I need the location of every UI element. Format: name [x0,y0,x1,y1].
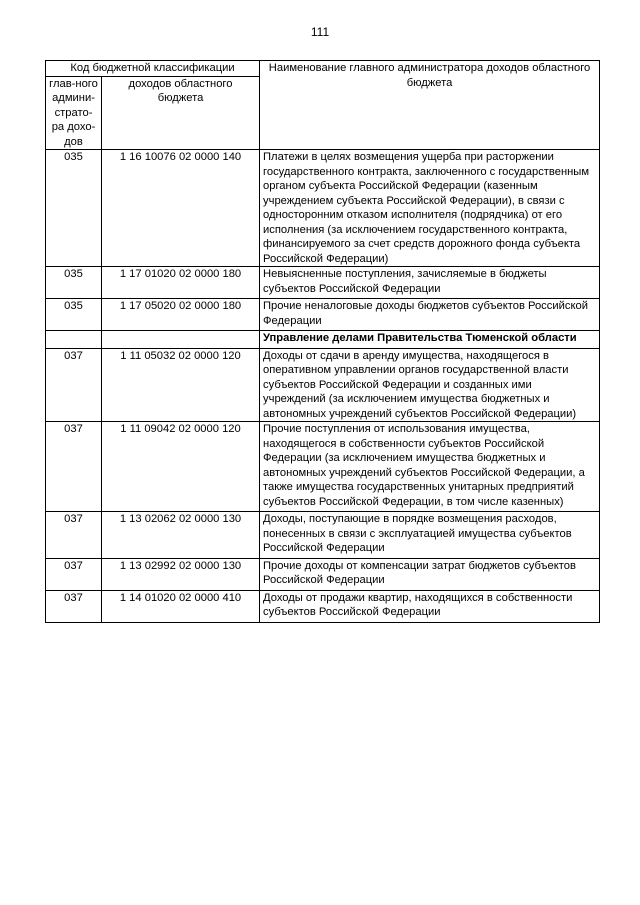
header-row-group [46,61,600,77]
table-row [46,331,600,349]
table-row [46,299,600,331]
income-name-cell: Невыясненные поступления, зачисляемые в бюджеты субъектов Российской Федерации [260,267,600,299]
income-code-cell: 1 16 10076 02 0000 140 [102,150,260,267]
admin-code-cell: 035 [46,150,102,267]
income-name-cell: Доходы, поступающие в порядке возмещения расходов, понесенных в связи с эксплуатацией имущества субъектов Российской Федерации [260,512,600,559]
table-row [46,348,600,422]
income-name-cell: Платежи в целях возмещения ущерба при расторжении государственного контракта, заключенного с государственным органом субъекта Российской Федерации (казенным учреждением субъекта Российской Федерации), в связи с односторонним отказом исполнителя (подрядчика) от его исполнения (за исключением государственного контракта, финансируемого за счет средств дорожного фонда субъекта Российской Федерации) [260,150,600,267]
admin-code-cell: 037 [46,512,102,559]
table-row [46,558,600,590]
table-body [46,150,600,623]
income-code-cell: 1 17 01020 02 0000 180 [102,267,260,299]
budget-classification-table [45,60,600,623]
income-code-cell: 1 13 02992 02 0000 130 [102,558,260,590]
income-code-cell: 1 11 05032 02 0000 120 [102,348,260,422]
income-code-cell: 1 14 01020 02 0000 410 [102,590,260,622]
income-code-cell: 1 13 02062 02 0000 130 [102,512,260,559]
table-row [46,422,600,512]
admin-code-cell: 035 [46,267,102,299]
table-row [46,590,600,622]
table-row [46,512,600,559]
admin-code-cell: 035 [46,299,102,331]
income-code-cell [102,331,260,349]
income-name-cell: Прочие доходы от компенсации затрат бюджетов субъектов Российской Федерации [260,558,600,590]
admin-code-cell: 037 [46,422,102,512]
admin-code-cell [46,331,102,349]
income-name-cell: Доходы от продажи квартир, находящихся в собственности субъектов Российской Федерации [260,590,600,622]
page-number: 111 [310,25,330,39]
header-budget-classification-code: Код бюджетной классификации [46,61,260,77]
income-name-cell: Прочие неналоговые доходы бюджетов субъектов Российской Федерации [260,299,600,331]
admin-code-cell: 037 [46,348,102,422]
income-name-cell: Прочие поступления от использования имущества, находящегося в собственности субъектов Российской Федерации (за исключением имущества бюджетных и автономных учреждений субъектов Российской Федерации, а также имущества государственных унитарных предприятий субъектов Российской Федерации, в том числе казенных) [260,422,600,512]
admin-code-cell: 037 [46,558,102,590]
header-regional-income: доходов областного бюджета [102,76,260,150]
table-row [46,267,600,299]
admin-code-cell: 037 [46,590,102,622]
income-name-cell: Доходы от сдачи в аренду имущества, находящегося в оперативном управлении органов государственной власти субъектов Российской Федерации и созданных ими учреждений (за исключением имущества бюджетных и автономных учреждений субъектов Российской Федерации) [260,348,600,422]
income-code-cell: 1 11 09042 02 0000 120 [102,422,260,512]
header-administrator-name: Наименование главного администратора доходов областного бюджета [260,61,600,150]
header-chief-administrator: глав-ного админи-страто-ра дохо-дов [46,76,102,150]
income-name-cell: Управление делами Правительства Тюменской области [260,331,600,349]
income-code-cell: 1 17 05020 02 0000 180 [102,299,260,331]
table-row [46,150,600,267]
